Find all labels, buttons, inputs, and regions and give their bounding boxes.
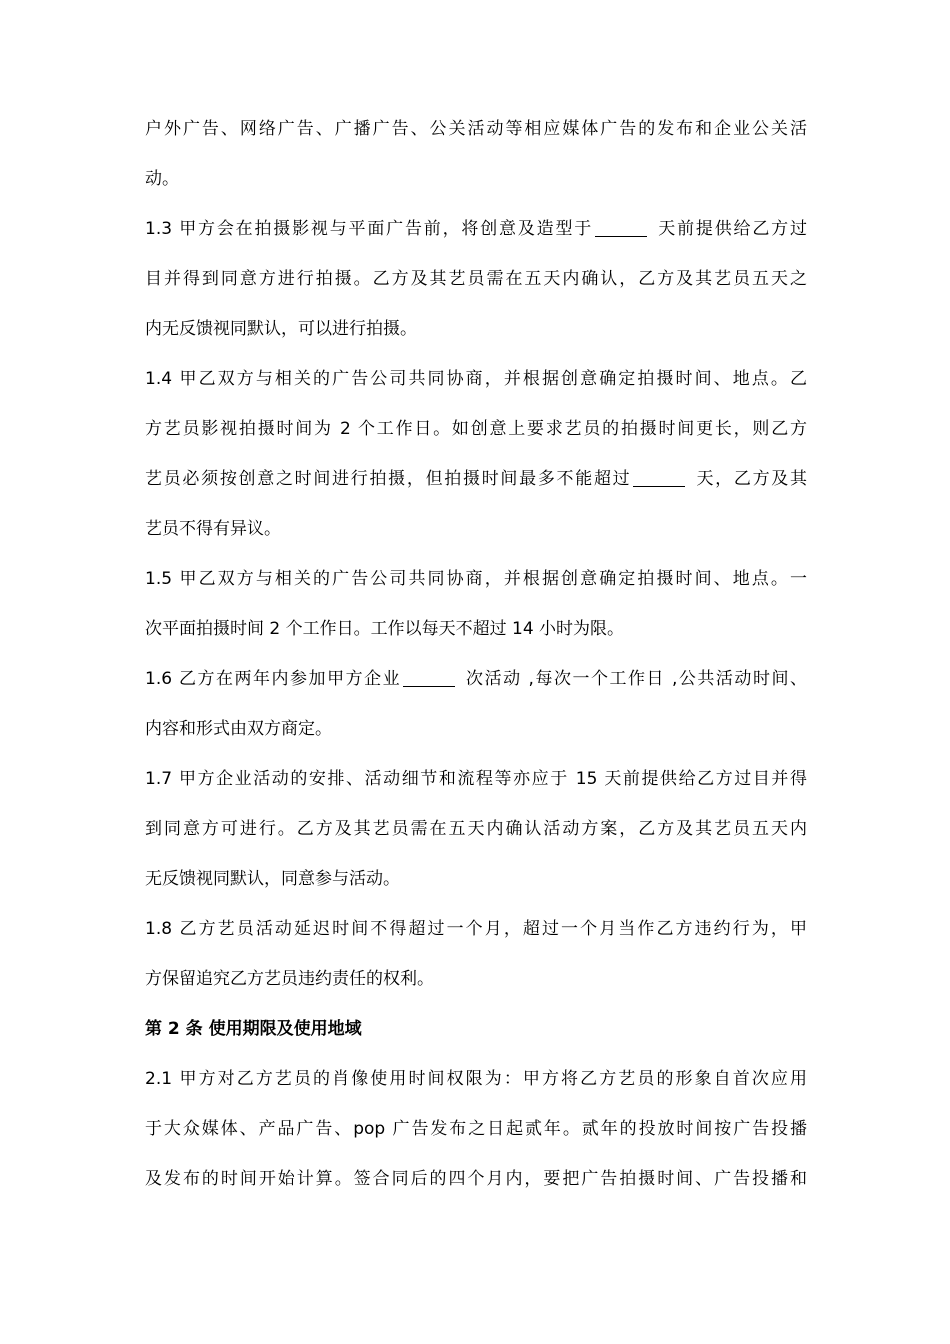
paragraph-line: 方保留追究乙方艺员违约责任的权利。: [145, 969, 434, 989]
clause-1-6-line: [145, 654, 807, 704]
clause-text: 天，乙方及其: [689, 469, 807, 489]
paragraph-line: 次平面拍摄时间 2 个工作日。工作以每天不超过 14 小时为限。: [145, 619, 625, 639]
fill-in-blank: [633, 469, 685, 487]
paragraph-line: 1.7 甲方企业活动的安排、活动细节和流程等亦应于 15 天前提供给乙方过目并得: [145, 769, 807, 789]
paragraph-line: 及发布的时间开始计算。签合同后的四个月内，要把广告拍摄时间、广告投播和: [145, 1169, 807, 1189]
paragraph-line: 2.1 甲方对乙方艺员的肖像使用时间权限为：甲方将乙方艺员的形象自首次应用: [145, 1069, 807, 1089]
paragraph-line: 艺员不得有异议。: [145, 519, 281, 539]
fill-in-blank: [595, 219, 647, 237]
clause-text: 1.6 乙方在两年内参加甲方企业: [145, 669, 402, 689]
clause-1-3-line: [145, 204, 807, 254]
clause-text: 1.3 甲方会在拍摄影视与平面广告前，将创意及造型于: [145, 219, 594, 239]
section-heading: 第 2 条 使用期限及使用地域: [145, 1019, 362, 1039]
paragraph-line: 1.4 甲乙双方与相关的广告公司共同协商，并根据创意确定拍摄时间、地点。乙: [145, 369, 807, 389]
paragraph-line: 无反馈视同默认，同意参与活动。: [145, 869, 400, 889]
paragraph-line: 于大众媒体、产品广告、pop 广告发布之日起贰年。贰年的投放时间按广告投播: [145, 1119, 807, 1139]
paragraph-line: 1.8 乙方艺员活动延迟时间不得超过一个月，超过一个月当作乙方违约行为，甲: [145, 919, 807, 939]
paragraph-line: 内容和形式由双方商定。: [145, 719, 332, 739]
paragraph-line: 1.5 甲乙双方与相关的广告公司共同协商，并根据创意确定拍摄时间、地点。一: [145, 569, 807, 589]
paragraph-line: 方艺员影视拍摄时间为 2 个工作日。如创意上要求艺员的拍摄时间更长，则乙方: [145, 419, 807, 439]
fill-in-blank: [403, 669, 455, 687]
paragraph-line: 户外广告、网络广告、广播广告、公关活动等相应媒体广告的发布和企业公关活: [145, 119, 807, 139]
paragraph-line: 目并得到同意方进行拍摄。乙方及其艺员需在五天内确认，乙方及其艺员五天之: [145, 269, 807, 289]
clause-text: 天前提供给乙方过: [651, 219, 807, 239]
paragraph-line: 动。: [145, 169, 179, 189]
clause-text: 艺员必须按创意之时间进行拍摄，但拍摄时间最多不能超过: [145, 469, 632, 489]
contract-page: [145, 104, 807, 1204]
paragraph-line: 到同意方可进行。乙方及其艺员需在五天内确认活动方案，乙方及其艺员五天内: [145, 819, 807, 839]
clause-text: 次活动 ,每次一个工作日 ,公共活动时间、: [459, 669, 807, 689]
clause-1-4-line: [145, 454, 807, 504]
paragraph-line: 内无反馈视同默认，可以进行拍摄。: [145, 319, 417, 339]
